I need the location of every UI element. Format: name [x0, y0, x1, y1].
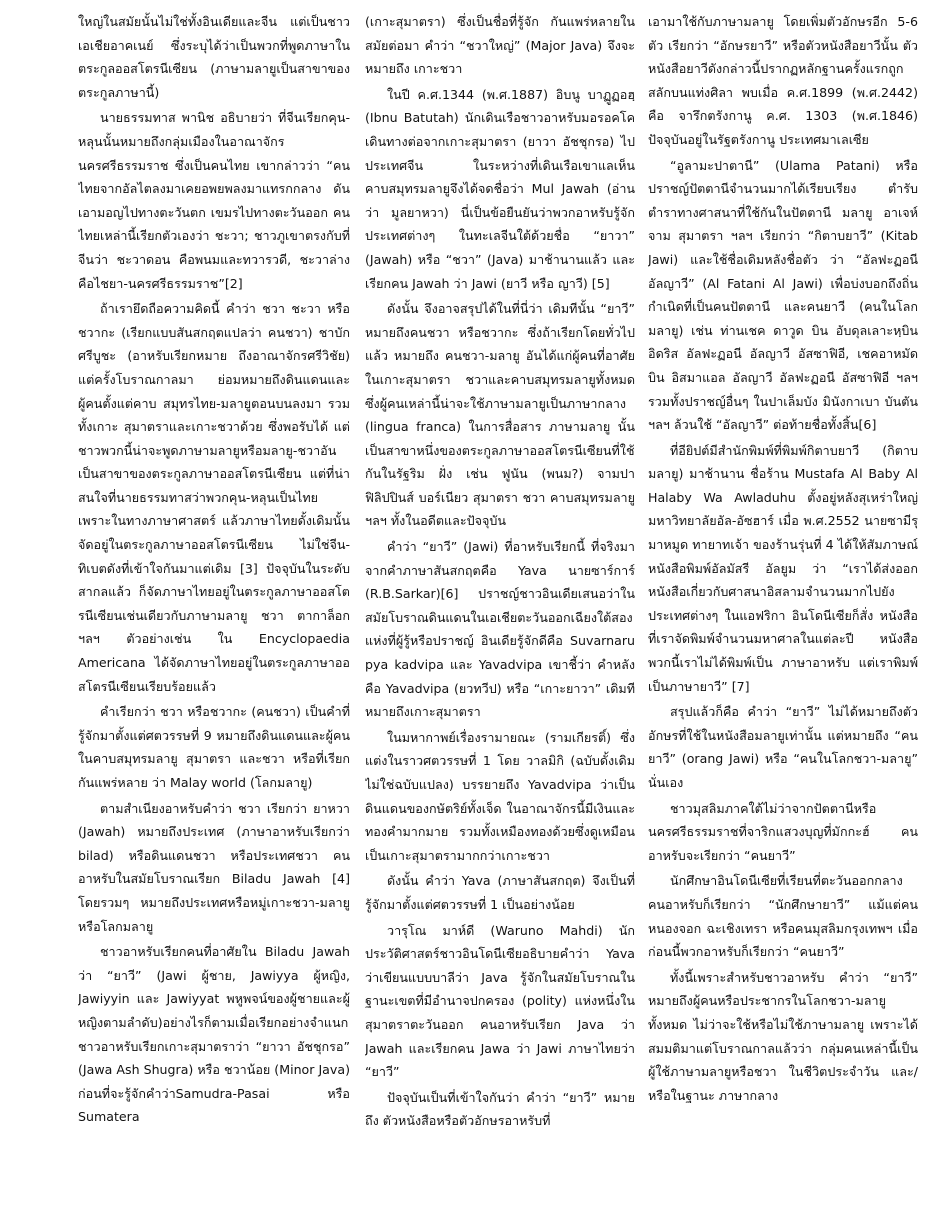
paragraph: ในมหากาพย์เรื่องรามายณะ (รามเกียรติ์) ซึ่งแต่งในราวศตวรรษที่ 1 โดย วาลมิกิ (ฉบับดั้งเดิมไม่ใช่ฉบับแปลง) บรรยายถึง Yavadvipa ว่าเป็นดินแดนของกษัตริย์ทั้งเจ็ด ในอาณาจักรนี้มีเงินและทองคำมากมาย รวมทั้งเหมืองทองด้วยซึ่งดูเหมือนเป็นเกาะสุมาตรามากกว่าเกาะชวา [365, 729, 635, 863]
paragraph: ถ้าเรายึดถือความคิดนี้ คำว่า ชวา ชะวา หรือชวากะ (เรียกแบบสันสกฤตแปลว่า คนชวา) ชาบัก ศรีบูชะ (อาหรับเรียกหมาย ถึงอาณาจักรศรีวิชัย) แต่ครั้งโบราณกาลมา ย่อมหมายถึงดินแดนและผู้คนตั้งแต่คาบ สมุทรไทย-มลายูตอนบนลงมา รวมทั้งเกาะ สุมาตราและเกาะชวาด้วย ซึ่งพอรับได้ แต่ชาวพวกนี้น่าจะพูดภาษามลายูหรือมลายู-ชวาอันเป็นสาขาของตระกูลภาษาออสโตรนีเซียน แต่ที่น่าสนใจที่นายธรรมทาสว่าพวกคุน-หลุนเป็นไทย เพราะในทางภาษาศาสตร์ แล้วภาษาไทยดั้งเดิมนั้นจัดอยู่ในตระกูลภาษาออสโตรนีเซียน ไม่ใช่จีน-ทิเบตดังที่เข้าใจกันมาแต่เดิม [3] ปัจจุบันในระดับสากลแล้ว ก็จัดภาษาไทยอยู่ในตระกูลภาษาออสโตรนีเซียนเช่นเดียวกับภาษามลายู ชวา ตากาล็อก ฯลฯ ตัวอย่างเช่น ใน Encyclopaedia Americana ได้จัดภาษาไทยอยู่ในตระกูลภาษาออสโตรนีเซียนเรียบร้อยแล้ว [78, 301, 350, 694]
paragraph: คำว่า “ยาวี” (Jawi) ที่อาหรับเรียกนี้ ที่จริงมาจากคำภาษาสันสกฤตคือ Yava นายซาร์การ์ (R.B.Sarkar)[6] ปราชญ์ชาวอินเดียเสนอว่าในสมัยโบราณดินแดนในเอเชียตะวันออกเฉียงใต้สองแห่งที่ผู้รู้หรือปราชญ์ อินเดียรู้จักดีคือ Suvarnaru pya kadvipa และ Yavadvipa เขาชี้ว่า คำหลังคือ Yavadvipa (ยวทวีป) หรือ “เกาะยาวา” เดิมทีหมายถึงเกาะสุมาตรา [365, 539, 635, 720]
paragraph: ดังนั้น จึงอาจสรุปได้ในที่นี่ว่า เดิมทีนั้น “ยาวี” หมายถึงคนชวา หรือชวากะ ซึ่งถ้าเรียกโดยทั่วไปแล้ว หมายถึง คนชวา-มลายู อันได้แก่ผู้คนที่อาศัยในเกาะสุมาตรา ชวาและคาบสมุทรมลายูทั้งหมด ซึ่งผู้คนเหล่านี้น่าจะใช้ภาษามลายูเป็นภาษากลาง (lingua franca) ในการสื่อสาร ภาษามลายู นั้นเป็นสาขาหนึ่งของตระกูลภาษาออสโตรนีเซียนที่ใช้กันในรัฐริม ฝั่ง เช่น ฟูนัน (พนม?) จามปา ฟิลิปปินส์ บอร์เนียว สุมาตรา ชวา คาบสมุทรมลายู ฯลฯ ทั้งในอดีตและปัจจุบัน [365, 301, 635, 529]
text-column-1 [78, 10, 350, 1225]
paragraph: คำเรียกว่า ชวา หรือชวากะ (คนชวา) เป็นคำที่รู้จักมาตั้งแต่ศตวรรษที่ 9 หมายถึงดินแดนและผู้คนในคาบสมุทรมลายู สุมาตรา และชวา หรือที่เรียกกันแพร่หลาย ว่า Malay world (โลกมลายู) [78, 704, 350, 790]
paragraph: (เกาะสุมาตรา) ซึ่งเป็นชื่อที่รู้จัก กันแพร่หลายในสมัยต่อมา คำว่า “ชวาใหญ่” (Major Java) จึงจะหมายถึง เกาะชวา [365, 14, 635, 77]
paragraph: นักศึกษาอินโดนีเซียที่เรียนที่ตะวันออกกลาง คนอาหรับก็เรียกว่า “นักศึกษายาวี” แม้แต่คนหนองจอก ฉะเชิงเทรา หรือคนมุสลิมกรุงเทพฯ เมื่อก่อนนี้พวกอาหรับก็เรียกว่า “คนยาวี” [648, 873, 918, 960]
text-column-2 [365, 10, 635, 1225]
paragraph: “อูลามะปาตานี” (Ulama Patani) หรือปราชญ์ปัตตานีจำนวนมากได้เรียบเรียง ตำรับตำราทางศาสนาที่ใช้กันในปัตตานี มลายู อาเจห์ จาม สุมาตรา ฯลฯ เรียกว่า “กิตาบยาวี” (Kitab Jawi) และใช้ชื่อเดิมหลังชื่อตัว ว่า “อัลฟะฏอนี อัลญาวี” (Al Fatani Al Jawi) เพื่อบ่งบอกถึงถิ่นกำเนิดที่เป็นคนปัตตานี และคนยาวี (คนในโลกมลายู) เช่น ท่านเชค ดาวูด บิน อับดุลเลาะหฺบิน อิดริส อัลฟะฏอนี อัลญาวี อัสซาฟิอี, เชคอาหมัด บิน อิสมาแอล อัลญาวี อัลฟะฏอนี อัสซาฟิอี ฯลฯ รวมทั้งปราชญ์อื่นๆ ในปาเล็มบัง มินังกาเบา บันตัน ฯลฯ ล้วนใช้ “อัลญาวี” ต่อท้ายชื่อทั้งสิ้น[6] [648, 157, 918, 433]
paragraph: สรุปแล้วก็คือ คำว่า “ยาวี” ไม่ได้หมายถึงตัวอักษรที่ใช้ในหนังสือมลายูเท่านั้น แต่หมายถึง “คนยาวี” (orang Jawi) หรือ “คนในโลกชวา-มลายู” นั่นเอง [648, 704, 918, 790]
paragraph: เอามาใช้กับภาษามลายู โดยเพิ่มตัวอักษรอีก 5-6 ตัว เรียกว่า “อักษรยาวี” หรือตัวหนังสือยาวีนั้น ตัวหนังสือยาวีดังกล่าวนี้ปรากฏหลักฐานครั้งแรกถูกสลักบนแท่งศิลา พบเมื่อ ค.ศ.1899 (พ.ศ.2442) คือ จารึกตรังกานู ค.ศ. 1303 (พ.ศ.1846) ปัจจุบันอยู่ในรัฐตรังกานู ประเทศมาเลเซีย [648, 14, 918, 147]
paragraph: ที่อียิปต์มีสำนักพิมพ์ที่พิมพ์กิตาบยาวี (กิตาบมลายู) มาช้านาน ชื่อร้าน Mustafa Al Baby Al Halaby Wa Awladuhu ตั้งอยู่หลังสุเหร่าใหญ่ มหาวิทยาลัยอัล-อัซฮาร์ เมื่อ พ.ศ.2552 นายซามีรุ มาหมูด ทายาทเจ้า ของร้านรุ่นที่ 4 ได้ให้สัมภาษณ์หนังสือพิมพ์อัลมัสรี อัลยูม ว่า “เราได้ส่งออกหนังสือเกี่ยวกับศาสนาอิสลามจำนวนมากไปยังประเทศต่างๆ ในแอฟริกา อินโดนีเซียก็สั่ง หนังสือที่เราจัดพิมพ์จำนวนมหาศาลในแต่ละปี หนังสือพวกนี้เราไม่ได้พิมพ์เป็น ภาษาอาหรับ แต่เราพิมพ์เป็นภาษายาวี” [7] [648, 442, 918, 694]
paragraph: ปัจจุบันเป็นที่เข้าใจกันว่า คำว่า “ยาวี” หมายถึง ตัวหนังสือหรือตัวอักษรอาหรับที่ [365, 1089, 635, 1129]
paragraph: ใหญ่ในสมัยนั้นไม่ใช่ทั้งอินเดียและจีน แต่เป็นชาวเอเชียอาคเนย์ ซึ่งระบุได้ว่าเป็นพวกที่พูดภาษาในตระกูลออสโตรนีเซียน (ภาษามลายูเป็นสาขาของตระกูลภาษานี้) [78, 14, 350, 100]
paragraph: ทั้งนี้เพราะสำหรับชาวอาหรับ คำว่า “ยาวี” หมายถึงผู้คนหรือประชากรในโลกชวา-มลายูทั้งหมด ไม่ว่าจะใช้หรือไม่ใช้ภาษามลายู เพราะได้สมมติมาแต่โบราณกาลแล้วว่า กลุ่มคนเหล่านี้เป็นผู้ใช้ภาษามลายูหรือชวา ในชีวิตประจำวัน และ/หรือในฐานะ ภาษากลาง [648, 969, 918, 1103]
paragraph: ดังนั้น คำว่า Yava (ภาษาสันสกฤต) จึงเป็นที่รู้จักมาตั้งแต่ศตวรรษที่ 1 เป็นอย่างน้อย [365, 873, 635, 912]
paragraph: วารุโณ มาห์ดี (Waruno Mahdi) นักประวัติศาสตร์ชาวอินโดนีเซียอธิบายคำว่า Yava ว่าเขียนแบบบาลีว่า Java รู้จักในสมัยโบราณในฐานะเขตที่มีอำนาจปกครอง (polity) แห่งหนึ่งในสุมาตราตะวันออก คนอาหรับเรียก Java ว่า Jawah และเรียกคน Jawa ว่า Jawi ภาษาไทยว่า “ยาวี” [365, 922, 635, 1080]
text-column-3 [648, 10, 918, 1225]
paragraph: ชาวอาหรับเรียกคนที่อาศัยใน Biladu Jawah ว่า “ยาวี” (Jawi ผู้ชาย, Jawiyya ผู้หญิง, Jawiyyin และ Jawiyyat พหูพจน์ของผู้ชายและผู้หญิงตามลำดับ)อย่างไรก็ตามเมื่อเรียกอย่างจำแนก ชาวอาหรับเรียกเกาะสุมาตราว่า “ยาวา อัชชุกรอ” (Jawa Ash Shugra) หรือ ชวาน้อย (Minor Java) ก่อนที่จะรู้จักคำว่าSamudra-Pasai หรือ Sumatera [78, 944, 350, 1125]
paragraph: ในปี ค.ศ.1344 (พ.ศ.1887) อิบนู บาฏูฏอฮฺ (Ibnu Batutah) นักเดินเรือชาวอาหรับมอรอคโค เดินทางต่อจากเกาะสุมาตรา (ยาวา อัชชุกรอ) ไปประเทศจีน ในระหว่างที่เดินเรือเขาแลเห็นคาบสมุทรมลายูจึงได้จดชื่อว่า Mul Jawah (อ่านว่า มูลยาหวา) นี่เป็นข้อยืนยันว่าพวกอาหรับรู้จักประเทศต่างๆ ในทะเลจีนใต้ด้วยชื่อ “ยาวา” (Jawah) หรือ “ชวา” (Java) มาช้านานแล้ว และเรียกคน Jawah ว่า Jawi (ยาวี หรือ ญาวี) [5] [365, 86, 635, 291]
paragraph: ชาวมุสลิมภาคใต้ไม่ว่าจากปัตตานีหรือนครศรีธรรมราชที่จาริกแสวงบุญที่มักกะฮ์ คนอาหรับจะเรียกว่า “คนยาวี” [648, 800, 918, 863]
paragraph: นายธรรมทาส พานิช อธิบายว่า ที่จีนเรียกคุน-หลุนนั้นหมายถึงกลุ่มเมืองในอาณาจักรนครศรีธรรมราช ซึ่งเป็นคนไทย เขากล่าวว่า “คนไทยจากอัลไตลงมาเคยอพยพลงมาแทรกกลาง ดันเอามอญไปทางตะวันตก เขมรไปทางตะวันออก คนไทยเหล่านี้เรียกตัวเองว่า ชะวา; ชาวภูเขาตรงกับที่จีนว่า ชะวาดอน คือพนมและทวารวดี, ชะวาล่าง คือไชยา-นครศรีธรรมราช”[2] [78, 110, 350, 291]
paragraph: ตามสำเนียงอาหรับคำว่า ชวา เรียกว่า ยาหวา (Jawah) หมายถึงประเทศ (ภาษาอาหรับเรียกว่า bilad) หรือดินแดนชวา หรือประเทศชวา คนอาหรับในสมัยโบราณเรียก Biladu Jawah [4] โดยรวมๆ หมายถึงประเทศหรือหมู่เกาะชวา-มลายูหรือโลกมลายู [78, 800, 350, 934]
